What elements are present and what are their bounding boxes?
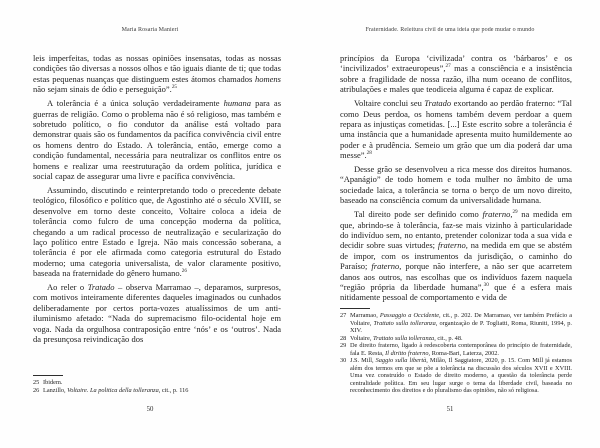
paragraph: Assumindo, discutindo e reinterpretando todo o precedente debate teológico, filosófico e político que, de Agostinho até o século XVIII, se desenvolve em torno deste conceito, Voltaire coloca a ideia de tolerância como fulcro de uma concepção moderna da política, chegando a um radical processo de neutralização e secularização do laço político entre Estado e Igreja. Não mais concessão soberana, a tolerância é por ele afirmada como categoria estrutural do Estado moderno; uma categoria universalista, de valor claramente positivo, baseada na fraternidade do gênero humano.$^{26}$ xyxy=(33,184,281,279)
footnotes xyxy=(33,375,281,394)
footnote xyxy=(33,379,281,387)
paragraph: Ao reler o Tratado – observa Marramao –, deparamos, surpresos, com motivos inteiramente diferentes daqueles imaginados ou cunhados deliberadamente por certos porta-vozes atualíssimos de um anti-iluminismo afetado: “Nada do supremacismo filo-ocidental hoje em voga. Nada da orgulhosa contraposição entre ‘nós’ e os ‘outros’. Nada da presunçosa reivindicação dos xyxy=(33,282,281,345)
body-text xyxy=(33,53,281,348)
page-number: 51 xyxy=(446,406,454,413)
footnote-number: 27 xyxy=(340,312,347,319)
paragraph: Tal direito pode ser definido como fraterno,$^{29}$ na medida em que, abrindo-se à tolerância, faz-se mais vizinho à particularidade do indivíduo sem, no entanto, pretender colonizar toda a sua vida e decidir sobre suas virtudes; fraterno, na medida em que se abstém de impor, com os instrumentos da jurisdição, o caminho do Paraíso; fraterno, porque não interfere, a não ser que acarretem danos aos outros, nas escolhas que os indivíduos fazem naquela “região própria da liberdade humana”,$^{30}$ que é a esfera mais nitidamente pessoal de comportamento e vida de xyxy=(340,209,573,303)
footnote-text: Voltaire, Trattato sulla tolleranza, cit., p. 48. xyxy=(350,334,463,342)
footnote xyxy=(340,335,572,343)
paragraph: Voltaire conclui seu Tratado exortando ao perdão fraterno: “Tal como Deus perdoa, os homens também devem perdoar a quem repara as injustiças cometidas. [...] Este escrito sobre a tolerância é uma instância que a humanidade apresenta muito humildemente ao poder e à prudência. Semeio um grão que um dia poderá dar uma messe”.$^{28}$ xyxy=(340,98,572,161)
footnote-rule xyxy=(340,308,370,309)
footnote-text: De direito fraterno, ligado à redescoberta contemporânea do princípio de fraternidade, fala E. Resta, Il diritto fraterno, Roma-Bari, Laterza, 2002. xyxy=(350,342,572,357)
paragraph: leis imperfeitas, todas as nossas opiniões insensatas, todas as nossas condições tão diversas a nossos olhos e tão iguais diante de ti; que todas estas pequenas nuanças que distinguem estes átomos chamados homens não sejam sinais de ódio e perseguição”.$^{25}$ xyxy=(33,53,281,95)
footnote-number: 30 xyxy=(340,357,347,364)
footnote xyxy=(340,342,572,357)
footnote-number: 26 xyxy=(33,386,40,394)
paragraph: A tolerância é a única solução verdadeiramente humana para as guerras de religião. Como o problema não é só religioso, mas também e sobretudo político, o fio condutor da análise está voltado para demonstrar quais são os fundamentos da pacífica convivência civil entre os homens dentro do Estado. A tolerância, então, emerge como a condição fundamental, necessária para neutralizar os conflitos entre os homens e realizar uma reestruturação da ordem política, jurídica e social capaz de assegurar uma livre e pacífica convivência. xyxy=(33,98,281,181)
page-right xyxy=(300,0,600,448)
running-header: Fraternidade. Releitura civil de uma ideia que pode mudar o mundo xyxy=(365,27,535,33)
footnote-text: Ibidem. xyxy=(43,379,63,386)
footnote-text: J.S. Mill, Saggio sulla libertà, Milão, Il Saggiatore, 2020, p. 15. Com Mill já estamos além dos termos em que se põe a tolerância na discussão dos séculos XVII e XVIII. Uma vez construído o Estado de direito moderno, a questão da tolerância perde centralidade política. Em seu lugar surge o tema da liberdade civil, baseada no reconhecimento dos direitos e do pluralismo das opiniões, não só religiosa. xyxy=(350,357,572,394)
body-text xyxy=(340,53,572,306)
page-number: 50 xyxy=(146,406,154,413)
footnote-text: Lanzillo, Voltaire. La politica della tolleranza, cit., p. 116 xyxy=(43,386,189,394)
footnote xyxy=(33,387,281,395)
footnote xyxy=(340,312,572,335)
running-header: Maria Rosaria Manieri xyxy=(121,27,179,33)
footnote-text: Marramao, Passaggio a Occidente, cit., p. 202. De Marramao, ver também Prefácio a Voltaire, Trattato sulla tolleranza, organização de P. Togliatti, Roma, Riuniti, 1994, p. XIV. xyxy=(350,312,573,334)
footnote-number: 29 xyxy=(340,342,347,349)
footnote-number: 25 xyxy=(33,379,40,386)
footnote xyxy=(340,357,572,395)
footnote-rule xyxy=(33,375,63,376)
paragraph: Desse grão se desenvolveu a rica messe dos direitos humanos. “Apanágio” de todo homem e toda mulher no âmbito de uma sociedade laica, a tolerância se torna o berço de um novo direito, baseado na consciência comum da universalidade humana. xyxy=(340,164,572,206)
paragraph: princípios da Europa ‘civilizada’ contra os ‘bárbaros’ e os ‘incivilizados’ extraeuropeus”,$^{27}$ mas a consciência e a insistência sobre a fragilidade de nossa razão, ilha num oceano de conflitos, atribulações e males que teodiceia alguma é capaz de explicar. xyxy=(340,53,572,95)
footnotes xyxy=(340,308,572,395)
footnote-number: 28 xyxy=(340,334,347,342)
